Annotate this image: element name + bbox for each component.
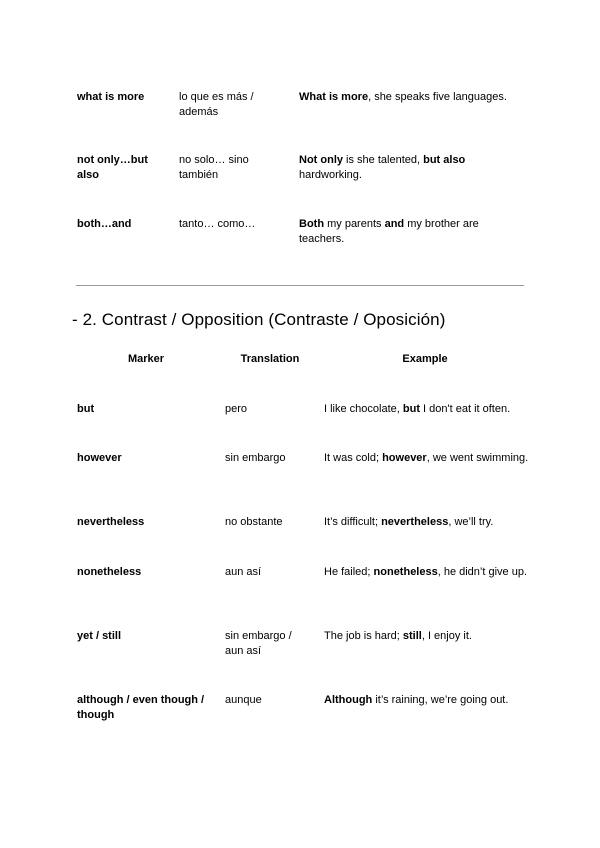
example-segment: The job is hard; xyxy=(324,630,403,642)
example-segment: , we went swimming. xyxy=(426,452,529,464)
example-segment: however xyxy=(382,452,427,464)
example-segment: nonetheless xyxy=(373,566,438,578)
translation-cell: no obstante xyxy=(225,516,283,528)
translation-cell: aun así xyxy=(225,566,262,578)
example-segment: , she speaks five languages. xyxy=(368,91,507,103)
translation-cell: lo que es más / además xyxy=(179,91,254,118)
example-segment: It’s difficult; xyxy=(324,516,382,528)
example-cell xyxy=(299,217,524,247)
example-segment: I don't eat it often. xyxy=(419,403,511,415)
example-segment: is she talented, xyxy=(343,154,424,166)
example-segment: I like chocolate, xyxy=(324,403,403,415)
example-cell xyxy=(324,515,529,530)
example-segment: still xyxy=(402,630,422,642)
example-cell xyxy=(324,402,529,417)
column-header-example: Example xyxy=(402,353,448,365)
example-segment: , he didn’t give up. xyxy=(437,566,528,578)
example-segment: my parents xyxy=(324,218,385,230)
translation-cell: sin embargo xyxy=(225,452,286,464)
marker-cell: what is more xyxy=(77,91,145,103)
marker-cell: but xyxy=(77,403,95,415)
example-cell xyxy=(324,693,529,708)
example-segment: It was cold; xyxy=(324,452,383,464)
marker-cell: yet / still xyxy=(77,630,122,642)
marker-cell: nevertheless xyxy=(77,516,145,528)
marker-cell: both…and xyxy=(77,218,132,230)
translation-cell: pero xyxy=(225,403,248,415)
example-segment: Although xyxy=(324,694,373,706)
marker-cell: however xyxy=(77,452,122,464)
example-segment: but also xyxy=(423,154,466,166)
example-segment: it’s raining, we’re going out. xyxy=(372,694,509,706)
example-cell xyxy=(324,565,529,580)
example-cell xyxy=(299,153,524,183)
marker-cell: although / even though / though xyxy=(77,694,205,721)
example-segment: Both xyxy=(299,218,325,230)
example-segment: He failed; xyxy=(324,566,374,578)
example-cell xyxy=(299,90,524,105)
translation-cell: sin embargo / aun así xyxy=(225,630,292,657)
marker-cell: not only…but also xyxy=(77,154,148,181)
example-segment: What is more xyxy=(299,91,369,103)
example-cell xyxy=(324,451,529,466)
example-segment: , I enjoy it. xyxy=(421,630,472,642)
example-segment: and xyxy=(384,218,405,230)
translation-cell: tanto… como… xyxy=(179,218,256,230)
marker-cell: nonetheless xyxy=(77,566,142,578)
example-cell xyxy=(324,629,529,644)
example-segment: Not only xyxy=(299,154,343,166)
column-header-marker: Marker xyxy=(127,353,165,365)
example-segment: , we’ll try. xyxy=(448,516,494,528)
translation-cell: no solo… sino también xyxy=(179,154,249,181)
section-heading: - 2. Contrast / Opposition (Contraste / Oposición) xyxy=(72,310,446,329)
example-segment: but xyxy=(402,403,420,415)
horizontal-rule xyxy=(76,285,524,286)
translation-cell: aunque xyxy=(225,694,262,706)
column-header-translation: Translation xyxy=(240,353,300,365)
example-segment: my brother are teachers. xyxy=(299,218,479,245)
example-segment: hardworking. xyxy=(299,169,362,181)
example-segment: nevertheless xyxy=(381,516,449,528)
